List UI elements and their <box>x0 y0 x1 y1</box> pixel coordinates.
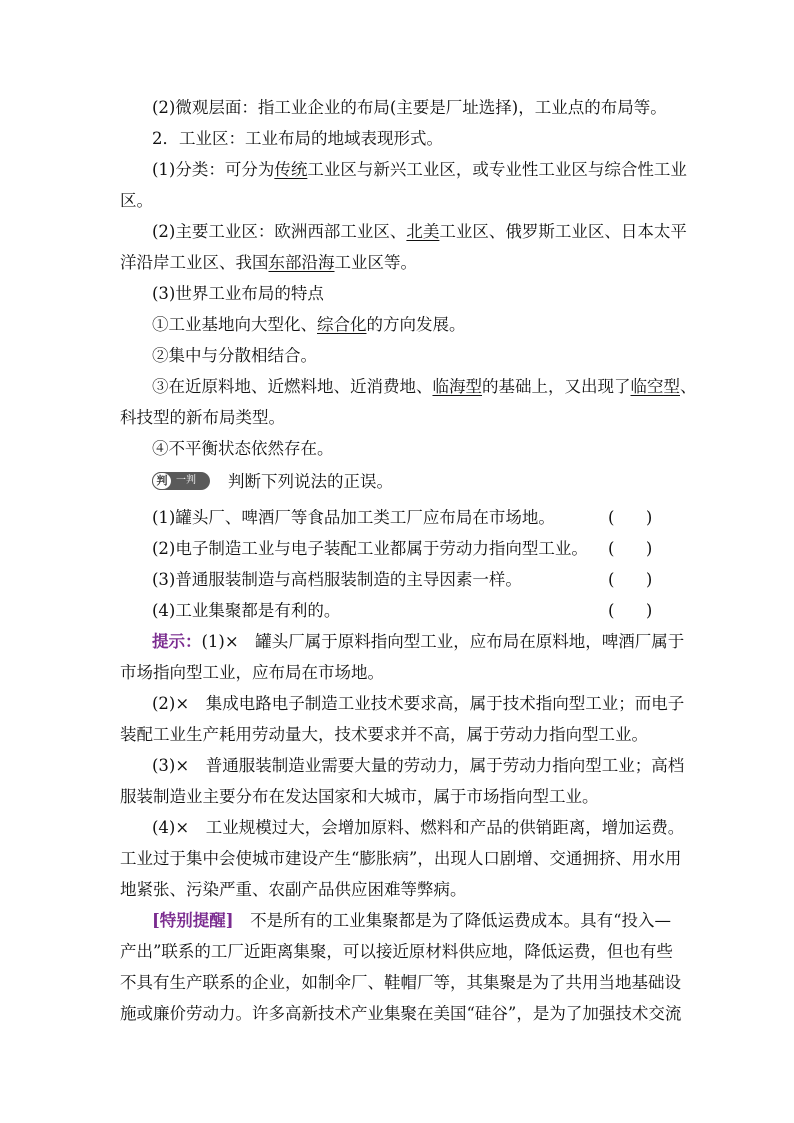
text-span: 洋沿岸工业区、我国 <box>120 253 269 272</box>
text-span: 、 <box>680 377 697 396</box>
hint-1-cont: 市场指向型工业，应布局在市场地。 <box>120 663 384 682</box>
hint-1 <box>152 632 685 652</box>
underlined-term: 传统 <box>274 160 308 179</box>
text-span: (1)分类：可分为 <box>152 160 275 179</box>
text-span: 的方向发展。 <box>366 315 466 334</box>
hint-4-cont: 工业过于集中会使城市建设产生“膨胀病”，出现人口剧增、交通拥挤、用水用 <box>120 849 682 868</box>
text-span: 工业区与新兴工业区，或专业性工业区与综合性工业 <box>307 160 687 179</box>
list-item-2: ②集中与分散相结合。 <box>152 346 317 365</box>
question-text: (1)罐头厂、啤酒厂等食品加工类工厂应布局在市场地。 <box>152 508 555 527</box>
judge-instruction: 判断下列说法的正误。 <box>228 472 393 491</box>
answer-blank: ( ) <box>608 601 653 620</box>
question-row <box>152 570 652 590</box>
list-item-3 <box>152 377 697 397</box>
hint-4: (4)× 工业规模过大，会增加原料、燃料和产品的供销距离，增加运费。 <box>152 818 685 837</box>
question-row <box>152 539 652 559</box>
underlined-term: 北美 <box>406 222 440 241</box>
text-span: (2)主要工业区：欧洲西部工业区、 <box>152 222 407 241</box>
heading-world-layout: (3)世界工业布局的特点 <box>152 284 324 303</box>
badge-text: 一判 <box>176 475 196 486</box>
hint-3: (3)× 普通服装制造业需要大量的劳动力，属于劳动力指向型工业；高档 <box>152 756 685 775</box>
special-tip <box>152 911 680 931</box>
answer-blank: ( ) <box>608 570 653 589</box>
paragraph-micro-level: (2)微观层面：指工业企业的布局(主要是厂址选择)，工业点的布局等。 <box>152 98 667 117</box>
list-item-3-cont: 科技型的新布局类型。 <box>120 408 285 427</box>
special-tip-cont: 施或廉价劳动力。许多高新技术产业集聚在美国“硅谷”，是为了加强技术交流 <box>120 1004 682 1023</box>
heading-industrial-zone: 2．工业区：工业布局的地域表现形式。 <box>152 129 443 148</box>
hint-label: 提示： <box>152 632 202 651</box>
text-span: 工业区等。 <box>334 253 417 272</box>
question-text: (2)电子制造工业与电子装配工业都属于劳动力指向型工业。 <box>152 539 588 558</box>
hint-2-cont: 装配工业生产耗用劳动量大，技术要求并不高，属于劳动力指向型工业。 <box>120 725 648 744</box>
text-span: 不是所有的工业集聚都是为了降低运费成本。具有“投入— <box>233 911 672 930</box>
answer-blank: ( ) <box>608 508 653 527</box>
list-item-4: ④不平衡状态依然存在。 <box>152 439 334 458</box>
judge-badge-icon <box>152 472 210 490</box>
text-span: ③在近原料地、近燃料地、近消费地、 <box>152 377 433 396</box>
question-row <box>152 508 652 528</box>
question-text: (3)普通服装制造与高档服装制造的主导因素一样。 <box>152 570 522 589</box>
hint-2: (2)× 集成电路电子制造工业技术要求高，属于技术指向型工业；而电子 <box>152 694 685 713</box>
special-tip-cont: 不具有生产联系的企业，如制伞厂、鞋帽厂等，其集聚是为了共用当地基础设 <box>120 973 681 992</box>
tip-label: [特别提醒] <box>152 911 234 930</box>
text-span: 的基础上，又出现了 <box>482 377 631 396</box>
underlined-term: 临海型 <box>432 377 482 396</box>
paragraph-classification <box>152 160 687 180</box>
paragraph-classification-cont: 区。 <box>120 191 153 210</box>
underlined-term: 东部沿海 <box>268 253 335 272</box>
text-span: (1)× 罐头厂属于原料指向型工业，应布局在原料地，啤酒厂属于 <box>201 632 685 651</box>
underlined-term: 综合化 <box>317 315 367 334</box>
list-item-1 <box>152 315 680 335</box>
answer-blank: ( ) <box>608 539 653 558</box>
paragraph-main-zones-cont <box>120 253 680 273</box>
text-span: 工业区、俄罗斯工业区、日本太平 <box>439 222 687 241</box>
paragraph-main-zones <box>152 222 687 242</box>
underlined-term: 临空型 <box>630 377 680 396</box>
hint-4-cont2: 地紧张、污染严重、农副产品供应困难等弊病。 <box>120 880 467 899</box>
badge-char: 判 <box>152 472 172 490</box>
question-row <box>152 601 652 621</box>
hint-3-cont: 服装制造业主要分布在发达国家和大城市，属于市场指向型工业。 <box>120 787 599 806</box>
special-tip-cont: 产出”联系的工厂近距离集聚，可以接近原材料供应地，降低运费，但也有些 <box>120 942 673 961</box>
text-span: ①工业基地向大型化、 <box>152 315 317 334</box>
question-text: (4)工业集聚都是有利的。 <box>152 601 341 620</box>
